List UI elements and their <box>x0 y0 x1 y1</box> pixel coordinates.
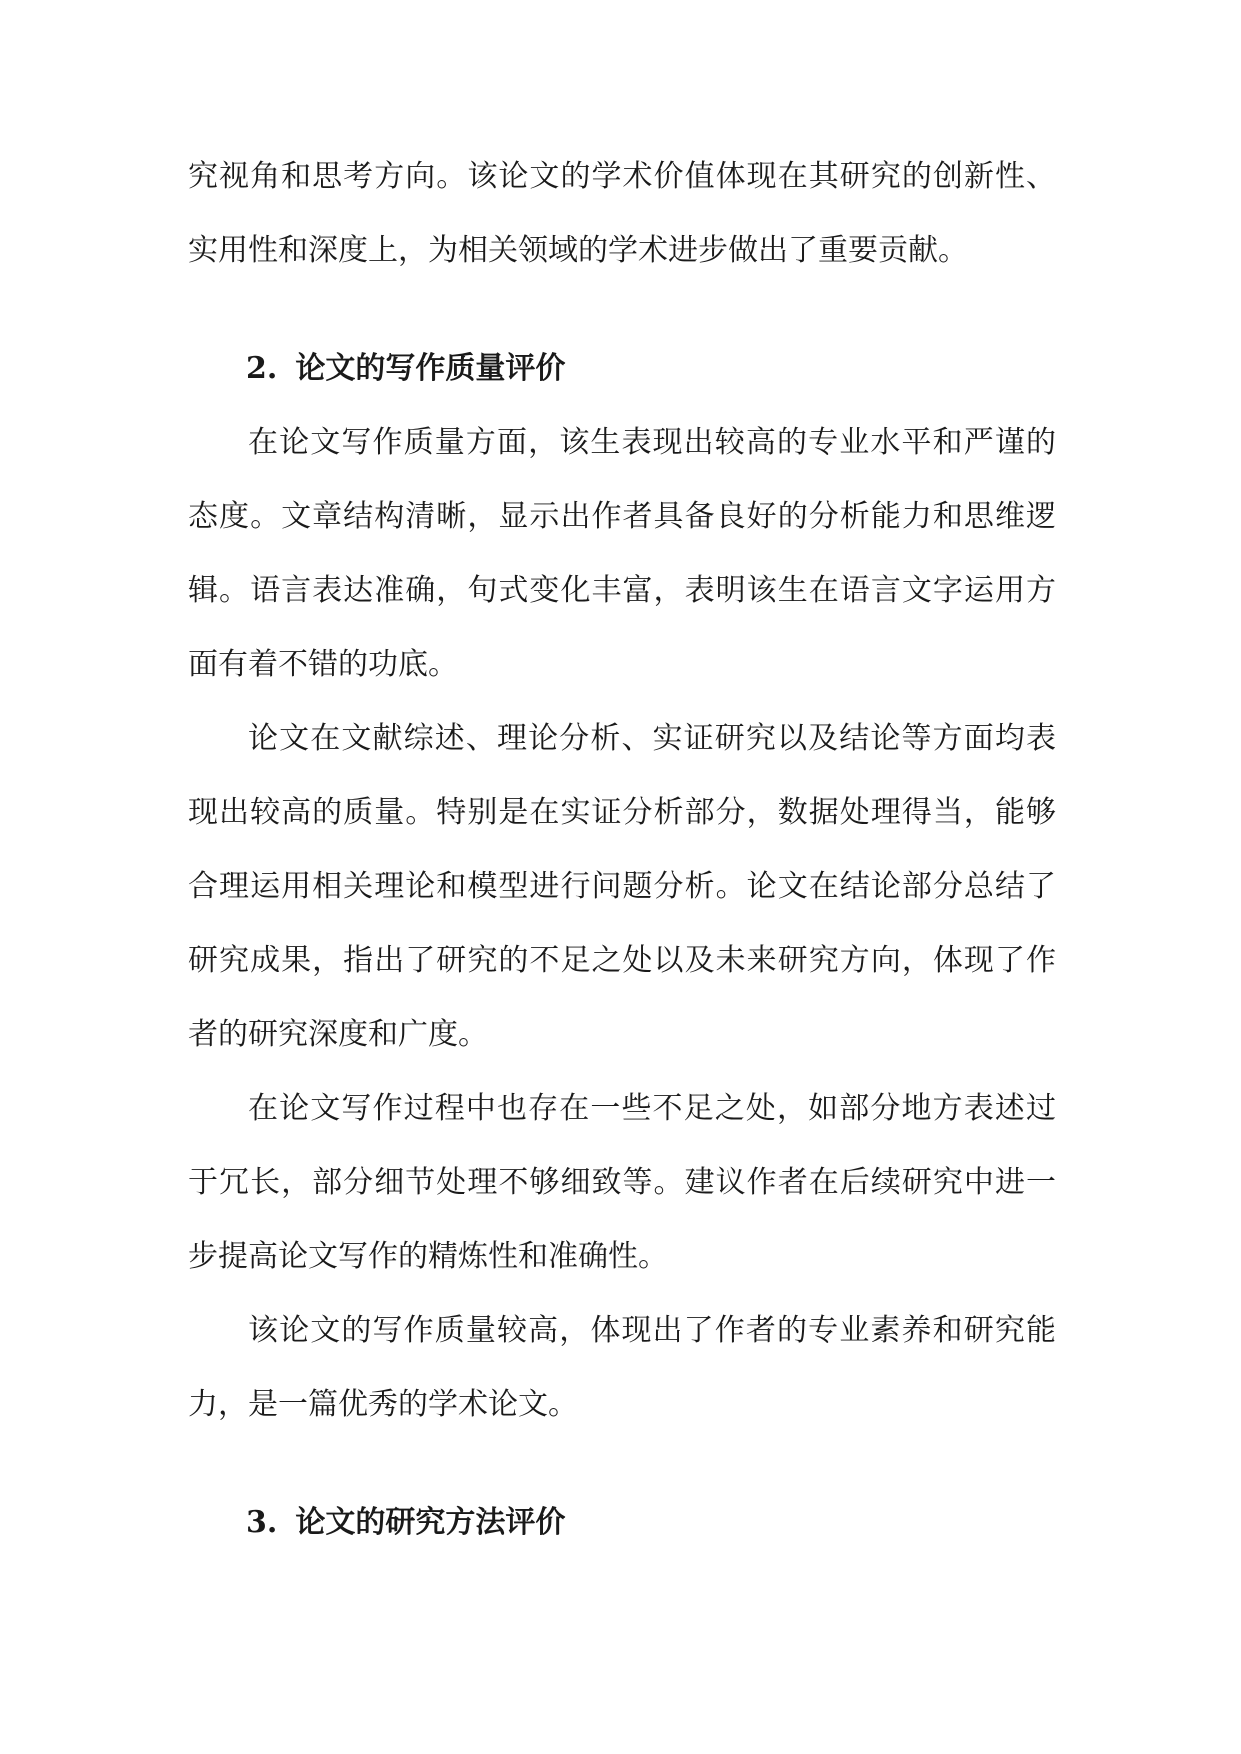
paragraph: 在论文写作质量方面，该生表现出较高的专业水平和严谨的态度。文章结构清晰，显示出作者具备良好的分析能力和思维逻辑。语言表达准确，句式变化丰富，表明该生在语言文字运用方面有着不错的功底。 <box>188 425 1056 682</box>
paragraph: 论文在文献综述、理论分析、实证研究以及结论等方面均表现出较高的质量。特别是在实证分析部分，数据处理得当，能够合理运用相关理论和模型进行问题分析。论文在结论部分总结了研究成果，指出了研究的不足之处以及未来研究方向，体现了作者的研究深度和广度。 <box>188 721 1056 1052</box>
section-title-3: 论文的研究方法评价 <box>295 1505 566 1540</box>
section-heading-3 <box>188 1486 1056 1560</box>
paragraph: 在论文写作过程中也存在一些不足之处，如部分地方表述过于冗长，部分细节处理不够细致等。建议作者在后续研究中进一步提高论文写作的精炼性和准确性。 <box>188 1091 1056 1274</box>
paragraph: 该论文的写作质量较高，体现出了作者的专业素养和研究能力，是一篇优秀的学术论文。 <box>188 1313 1056 1422</box>
section-title-2: 论文的写作质量评价 <box>295 351 566 386</box>
continued-paragraph: 究视角和思考方向。该论文的学术价值体现在其研究的创新性、实用性和深度上，为相关领域的学术进步做出了重要贡献。 <box>188 159 1056 268</box>
section-number-2: 2. <box>246 351 278 386</box>
section-heading-2 <box>188 332 1056 406</box>
section-number-3: 3. <box>246 1505 278 1540</box>
document-body <box>188 140 1056 1560</box>
